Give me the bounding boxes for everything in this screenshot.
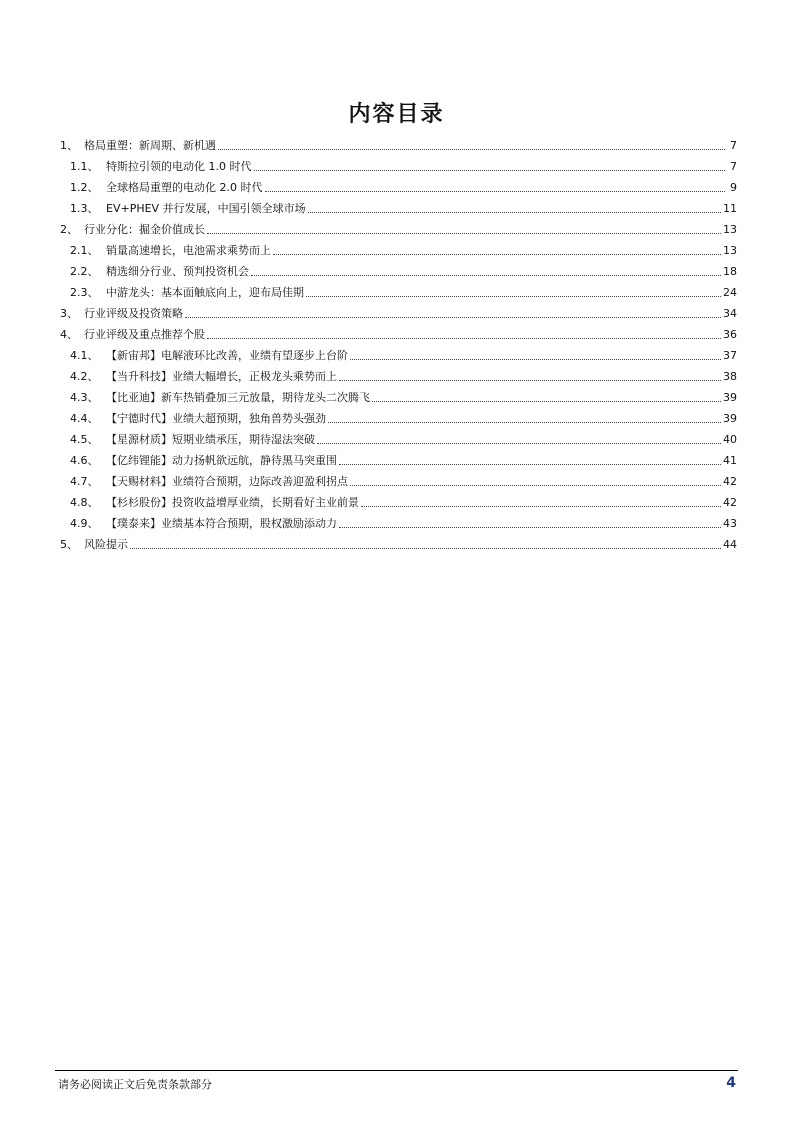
toc-entry-title: 【新宙邦】电解液环比改善，业绩有望逐步上台阶	[106, 349, 348, 362]
toc-entry-number: 4、	[60, 328, 78, 341]
toc-entry-title: 【璞泰来】业绩基本符合预期，股权激励添动力	[106, 517, 337, 530]
toc-entry-number: 1、	[60, 139, 78, 152]
toc-dot-leader	[273, 254, 721, 255]
toc-entry-number: 4.6、	[70, 454, 99, 467]
toc-entry-number: 2.1、	[70, 244, 99, 257]
toc-entry-number: 4.5、	[70, 433, 99, 446]
toc-dot-leader	[265, 191, 726, 192]
toc-entry-page: 39	[723, 391, 737, 404]
toc-dot-leader	[306, 296, 721, 297]
toc-entry[interactable]	[60, 531, 737, 552]
toc-entry-title: 中游龙头：基本面触底向上，迎布局佳期	[106, 286, 304, 299]
toc-dot-leader	[328, 422, 721, 423]
toc-entry-number: 4.1、	[70, 349, 99, 362]
toc-entry[interactable]	[60, 153, 737, 174]
footer-disclaimer: 请务必阅读正文后免责条款部分	[58, 1078, 212, 1091]
toc-entry-page: 7	[730, 139, 737, 152]
toc-entry-page: 37	[723, 349, 737, 362]
toc-entry-title: 销量高速增长，电池需求乘势而上	[106, 244, 271, 257]
toc-dot-leader	[361, 506, 721, 507]
toc-dot-leader	[339, 464, 721, 465]
toc-entry-page: 36	[723, 328, 737, 341]
toc-entry[interactable]	[60, 405, 737, 426]
toc-entry[interactable]	[60, 300, 737, 321]
toc-entry-page: 39	[723, 412, 737, 425]
toc-entry[interactable]	[60, 468, 737, 489]
toc-entry-page: 42	[723, 496, 737, 509]
toc-entry-number: 4.9、	[70, 517, 99, 530]
toc-entry[interactable]	[60, 342, 737, 363]
toc-entry-number: 5、	[60, 538, 78, 551]
toc-entry[interactable]	[60, 132, 737, 153]
toc-entry[interactable]	[60, 384, 737, 405]
toc-entry-title: 【宁德时代】业绩大超预期，独角兽势头强劲	[106, 412, 326, 425]
toc-entry-number: 2.3、	[70, 286, 99, 299]
toc-dot-leader	[207, 233, 721, 234]
toc-entry[interactable]	[60, 321, 737, 342]
toc-dot-leader	[317, 443, 721, 444]
toc-entry[interactable]	[60, 426, 737, 447]
table-of-contents	[60, 132, 737, 552]
toc-entry[interactable]	[60, 258, 737, 279]
toc-entry[interactable]	[60, 447, 737, 468]
toc-entry[interactable]	[60, 174, 737, 195]
toc-dot-leader	[339, 527, 721, 528]
footer-divider	[55, 1070, 738, 1071]
toc-entry-page: 9	[730, 181, 737, 194]
toc-dot-leader	[350, 359, 721, 360]
toc-entry-number: 4.4、	[70, 412, 99, 425]
toc-entry-title: 【比亚迪】新车热销叠加三元放量，期待龙头二次腾飞	[106, 391, 370, 404]
toc-dot-leader	[339, 380, 721, 381]
toc-entry-title: 【当升科技】业绩大幅增长，正极龙头乘势而上	[106, 370, 337, 383]
toc-entry-title: 行业评级及投资策略	[84, 307, 183, 320]
toc-entry-page: 38	[723, 370, 737, 383]
toc-entry-page: 40	[723, 433, 737, 446]
toc-entry[interactable]	[60, 279, 737, 300]
toc-entry-number: 4.3、	[70, 391, 99, 404]
toc-entry-title: 行业评级及重点推荐个股	[84, 328, 205, 341]
toc-entry-number: 4.8、	[70, 496, 99, 509]
toc-entry-page: 24	[723, 286, 737, 299]
page-title: 内容目录	[348, 102, 445, 127]
toc-entry-number: 1.3、	[70, 202, 99, 215]
toc-entry-title: EV+PHEV 并行发展，中国引领全球市场	[106, 202, 306, 215]
toc-entry-number: 1.2、	[70, 181, 99, 194]
toc-entry-number: 2.2、	[70, 265, 99, 278]
toc-entry-page: 44	[723, 538, 737, 551]
toc-entry-number: 3、	[60, 307, 78, 320]
toc-entry-page: 43	[723, 517, 737, 530]
toc-entry[interactable]	[60, 489, 737, 510]
toc-entry-title: 特斯拉引领的电动化 1.0 时代	[106, 160, 252, 173]
toc-entry-title: 【亿纬锂能】动力扬帆欲远航，静待黑马突重围	[106, 454, 337, 467]
toc-dot-leader	[254, 170, 726, 171]
toc-entry-title: 全球格局重塑的电动化 2.0 时代	[106, 181, 263, 194]
toc-dot-leader	[350, 485, 721, 486]
toc-entry-title: 【杉杉股份】投资收益增厚业绩，长期看好主业前景	[106, 496, 359, 509]
toc-dot-leader	[308, 212, 721, 213]
toc-entry-page: 34	[723, 307, 737, 320]
toc-entry-title: 【星源材质】短期业绩承压，期待湿法突破	[106, 433, 315, 446]
toc-dot-leader	[372, 401, 721, 402]
toc-dot-leader	[130, 548, 721, 549]
toc-entry-number: 4.2、	[70, 370, 99, 383]
toc-entry-page: 11	[723, 202, 737, 215]
toc-entry-page: 7	[730, 160, 737, 173]
toc-entry[interactable]	[60, 363, 737, 384]
toc-entry-page: 18	[723, 265, 737, 278]
toc-entry-title: 精选细分行业、预判投资机会	[106, 265, 249, 278]
toc-entry[interactable]	[60, 195, 737, 216]
toc-entry-title: 风险提示	[84, 538, 128, 551]
toc-entry-title: 行业分化：掘金价值成长	[84, 223, 205, 236]
toc-entry-number: 1.1、	[70, 160, 99, 173]
toc-entry-page: 42	[723, 475, 737, 488]
toc-entry[interactable]	[60, 510, 737, 531]
toc-dot-leader	[251, 275, 721, 276]
toc-entry-page: 13	[723, 244, 737, 257]
toc-dot-leader	[207, 338, 721, 339]
toc-entry-number: 4.7、	[70, 475, 99, 488]
toc-entry-title: 【天赐材料】业绩符合预期，边际改善迎盈利拐点	[106, 475, 348, 488]
toc-entry-title: 格局重塑：新周期、新机遇	[84, 139, 216, 152]
toc-entry-page: 13	[723, 223, 737, 236]
toc-entry-page: 41	[723, 454, 737, 467]
toc-dot-leader	[218, 149, 725, 150]
toc-dot-leader	[185, 317, 721, 318]
footer-page-number: 4	[726, 1075, 736, 1091]
toc-entry-number: 2、	[60, 223, 78, 236]
toc-entry[interactable]	[60, 237, 737, 258]
toc-entry[interactable]	[60, 216, 737, 237]
